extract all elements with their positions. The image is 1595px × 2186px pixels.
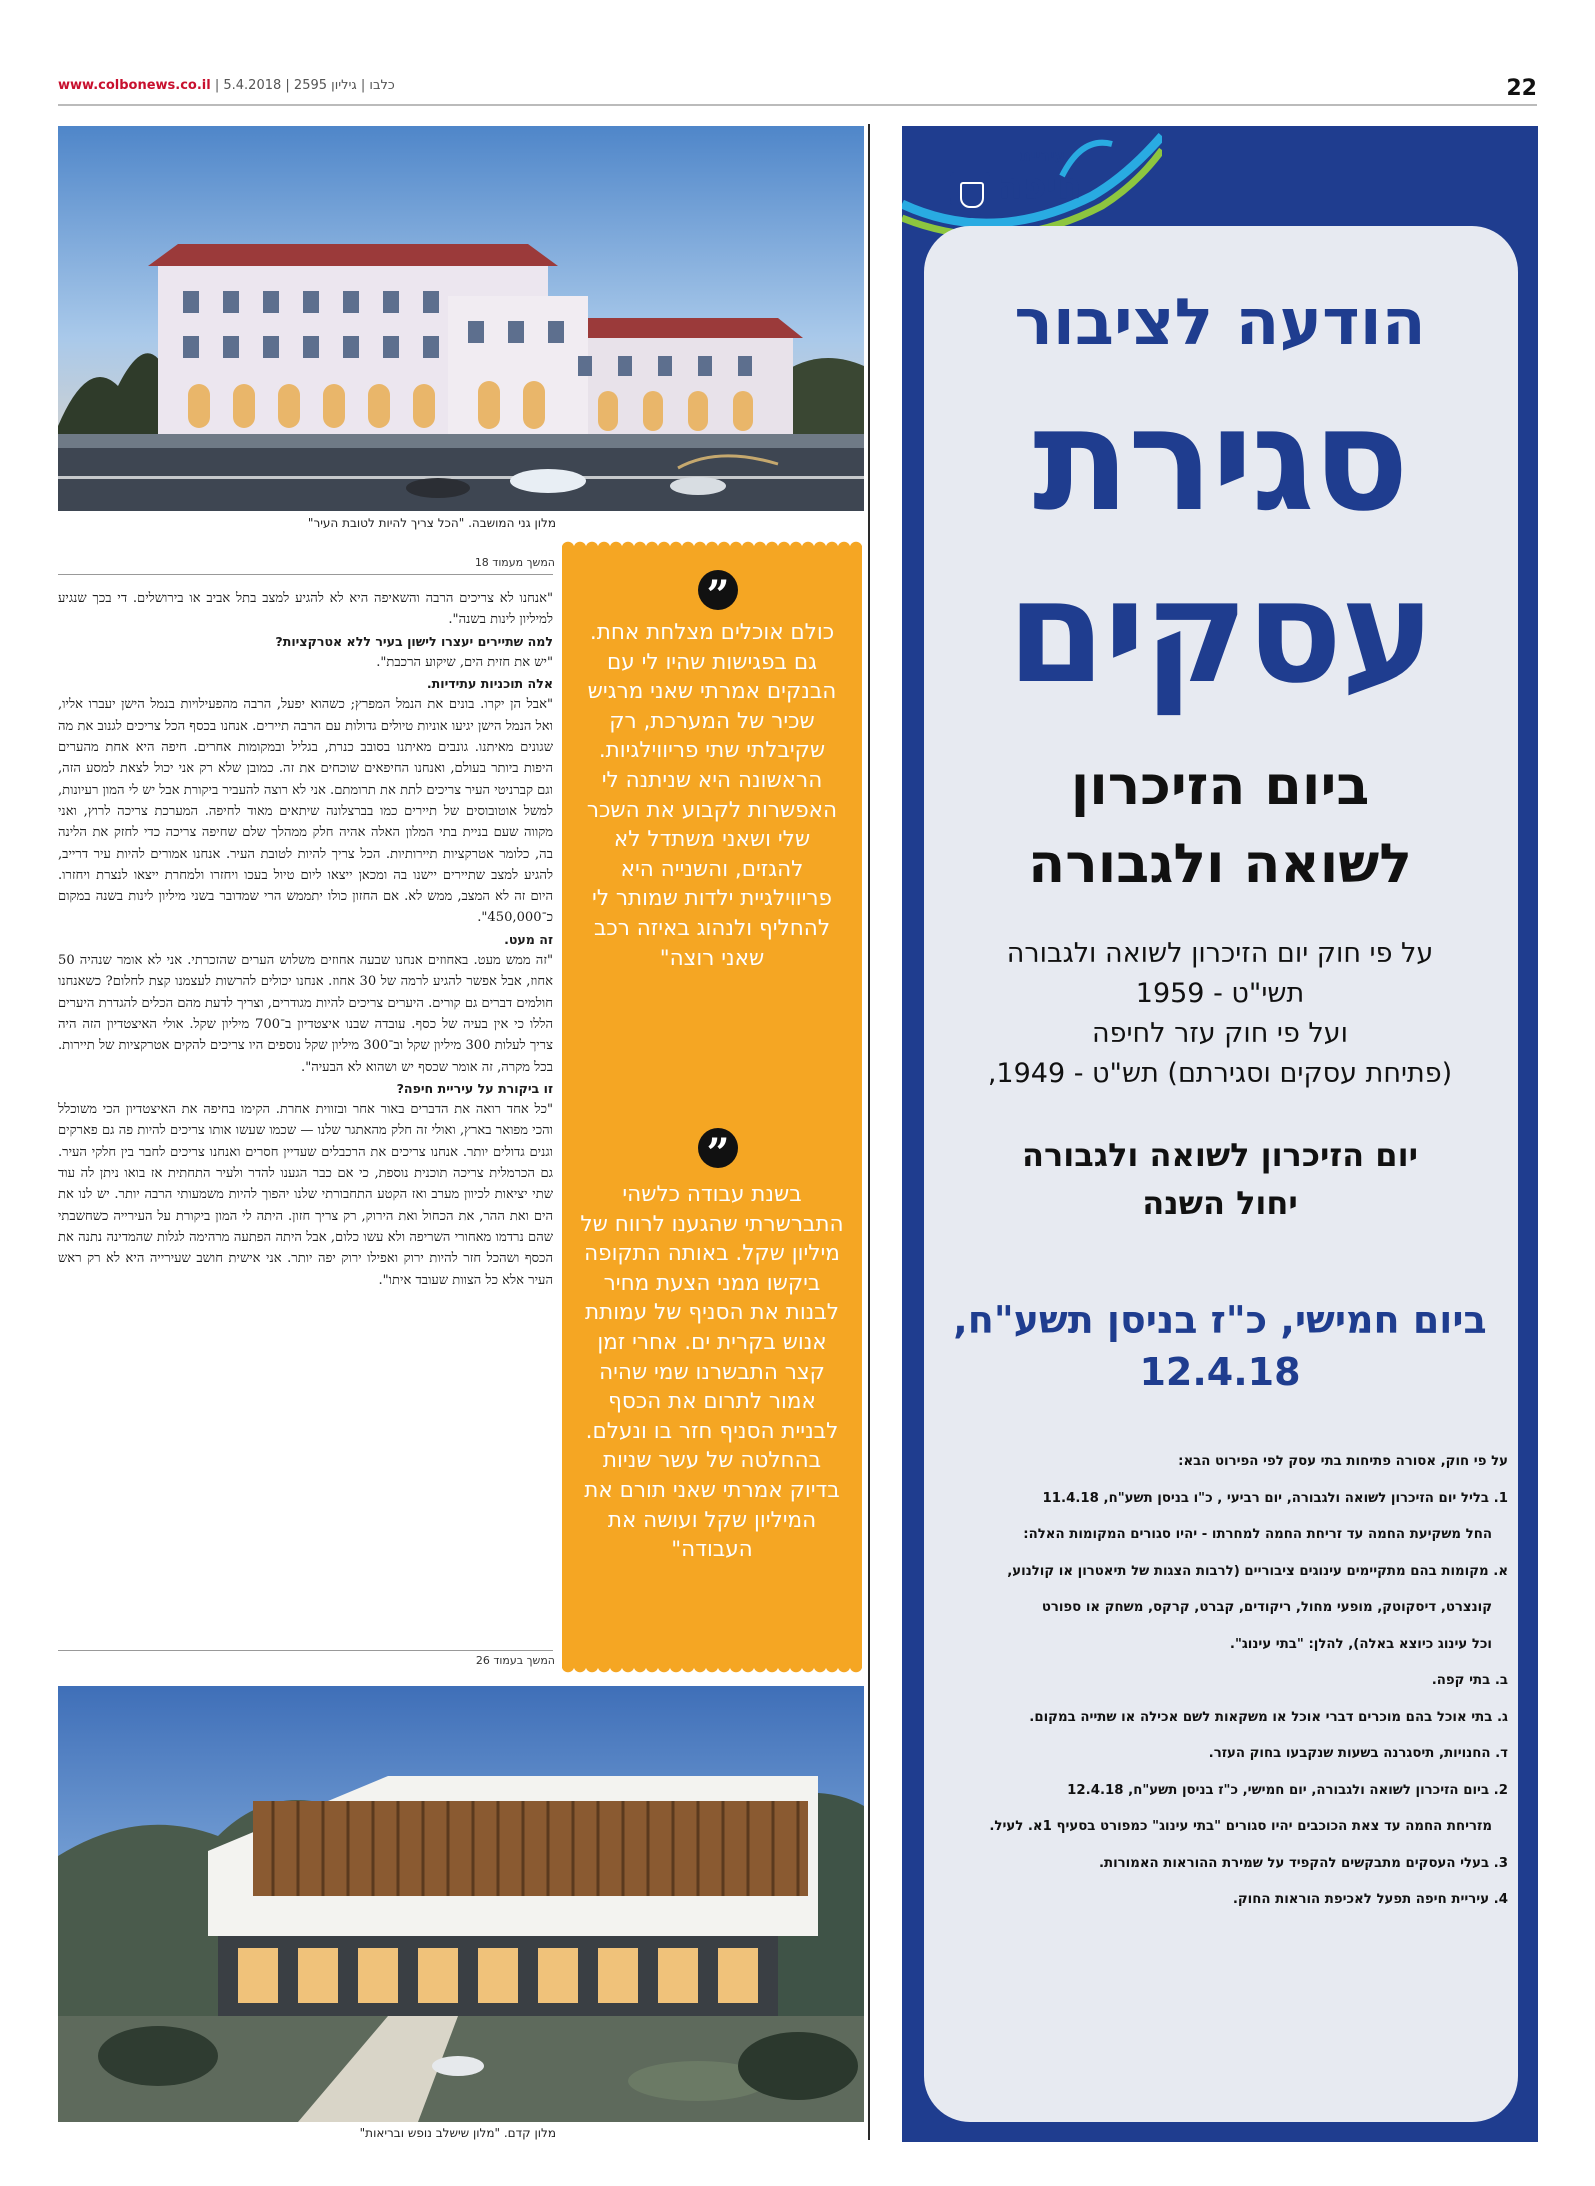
rule-line: 1. בליל יום הזיכרון לשואה ולגבורה, יום רביעי , כ"ו בניסן תשע"ח, 11.4.18 xyxy=(1042,1490,1508,1506)
quote-mark-icon: ” xyxy=(698,570,738,610)
closure-date-line-2: 12.4.18 xyxy=(1139,1350,1301,1394)
logo-city-name: חיפה xyxy=(998,166,1082,207)
continued-from: המשך מעמוד 18 xyxy=(474,556,555,569)
interviewer-question: זה מעט. xyxy=(504,931,553,947)
rule-line: מזריחת החמה עד צאת הכוכבים יהיו סגורים "בתי עינוג" כמפורט בסעיף 1א. לעיל. xyxy=(989,1819,1492,1834)
pull-quote-2: בשנת עבודה כלשהי התברשרתי שהגענו לרווח של מיליון שקל. באותה התקופה ביקשו ממני הצעת מחיר לבנות את הסניף של עמותת אנוש בקרית ים. אחרי זמן קצר התבשרנו שמי שהיה אמור לתרום את הכסף לבניית הסניף חזר בו ונעלם. בהחלטה של עשר שניות בדיוק אמרתי שאני תורם את המיליון שקל ועושה את העבודה" xyxy=(580,1182,844,1563)
top-photo-caption: מלון גני המושבה. "הכל צריך להיות לטובת העיר" xyxy=(307,516,556,530)
pull-quote-1: כולם אוכלים מצלחת אחת. גם בפגישות שהיו לי עם הבנקים אמרתי שאני מרגיש שכיר של המערכת, רק שקיבלתי שתי פריווילגיות. הראשונה היא שניתנה לי האפשרות לקבוע את השכר שלי ושאני משתדל לא להגזים, והשנייה היא פריווילגיית ילדות שמותר לי להחליף ולנהוג באיזה רכב שאני רוצה" xyxy=(586,620,838,971)
closure-date-line-1: ביום חמישי, כ"ז בניסן תשע"ח, xyxy=(953,1298,1487,1342)
remembrance-statement-1: יום הזיכרון לשואה ולגבורה xyxy=(1022,1136,1418,1174)
hotel-photo-top xyxy=(58,126,864,511)
page-number: 22 xyxy=(1506,76,1537,101)
rule-line: ב. בתי קפה. xyxy=(1431,1673,1508,1688)
article-bottom-divider xyxy=(58,1650,553,1651)
interviewer-question: אלה תוכניות עתידיות. xyxy=(426,676,553,692)
law-line-1: על פי חוק יום הזיכרון לשואה ולגבורה xyxy=(1006,938,1434,969)
remembrance-day-line-2: לשואה ולגבורה xyxy=(1028,832,1412,895)
pull-quote-box xyxy=(562,548,862,1666)
article-paragraph: "אנחנו לא צריכים הרבה והשאיפה היא לא להגיע למצב בתל אביב או בירושלים. די בכך שנגיע למיליון לינות בשנה". xyxy=(58,591,553,628)
logo-small-text: עיריית xyxy=(1020,146,1066,165)
page-header-meta xyxy=(58,78,395,93)
article-paragraph: "זה ממש מעט. באחוזים אנחנו שבעה אחוזים משלוש הערים שהזכרתי. אני לא אומר שנהיה 50 אחוז, אבל אפשר להגיע לרמה של 30 אחוז. אנחנו יכולים להרשות לעצמנו קצת לחלום? כשאנחנו חולמים דברים גם קורים. היערים צריכים להיות מגודרים, וצריך לדעת מהם הכלים להגדרת היערים הללו כי אין בעיה של כסף. עובדה שבנו איצטדיון ב־700 מיליון שקל. אולי האיצטדיון הזה היה צריך לעלות 300 מיליון שקל וב־300 מיליון שקל נוספים היו צריכים להקים אטרקציות של תיירות. בכל מקרה, זה אומר שכסף יש ושהוא לא הבעיה". xyxy=(58,953,553,1075)
article-paragraph: "אבל הן יקרו. בונים את הנמל המפרץ; כשהוא יפעל, הרבה מהפעילויות בנמל הישן יעברו אליו, ואל הנמל הישן יגיעו אוניות טיולים גדולות עם הרבה תיירים. אנחנו בכסף הכל צריכים לגנוב את מה שגונים מאיתנו. גונבים מאיתנו בסובב כנרת, בגליל ובמקומות אחרים. חיפה היא אחת מהערים היפות ביותר בעולם, ואנחנו החיפאים שוכחים את זה. כמובן שלא רק אני יכול לצאת למסע הזה, וגם קברניטי העיר צריכים לתת את תרומתם. אני לא רוצה להעביר ביקורת אבל יש לי המון רעיונות, למשל אוטובוסים של תיירים כמו בברצלונה שיתאים מאוד לחיפה. המערכת צריכה לרוץ, ואני מקווה שעם בניית בתי המלון האלה אהיה חלק ממהלך שלם שחיפה צריכה כדי לחזק את הלינה בה, כלומר אטרקציות תיירותיות. הכל צריך להיות לטובת העיר. אנחנו אמורים להיות עיר דרייב, להגיע למצב שתיירים יישנו בה ומכאן ייצאו ליום טיול בעכו ויחזרו ולמחרת ייצאו לנצרת ויחזרו. היום זה לא המצב, ממש לא. אם החזון כולו יתממש הרי שמדובר בשני מיליון לינות בשנה במקום כ־450,000". xyxy=(58,697,553,926)
headline-line-1: סגירת xyxy=(1032,378,1408,543)
quote-mark-icon: ” xyxy=(698,1128,738,1168)
column-divider xyxy=(868,124,870,2140)
article-paragraph: "כל אחד רואה את הדברים באור אחר ובזווית אחרת. הקימו בחיפה את האיצטדיון הכי משוכלל והכי מפואר בארץ, ואולי זה חלק מהאתגר שלנו — שכמו שעשו אותו צריכים להיות פה גם פארקים וגנים גדולים יותר. אנחנו צריכים את הרכבלים שעדיין חסרים ואנחנו צריכים לחבר בין חלקי העיר. גם הכרמלית צריכה תוכנית נוספת, כי אם כבר הגענו להדר ולעיר התחתית אז בואו ניתן לה עוד שתי יציאות לכיוון מערב ואז הקטע התחבורתי שלנו יהפוך להיות משמעותי הרבה יותר. יש לנו את הים ואת ההר, את הכחול ואת הירוק, רק צריך חזון. היתה לי המון ביקורת על העירייה כשחשבתי שהם נרדמו מאחורי השריפה ולא עשו כלום, אבל היתה הפתעה מרהימה לגלות שהמדינה נתנה את הכסף ושהכל חזר להיות ירוק ואפילו ירוק יפה יותר. אני אישית חושב שעירייה היא לא רק ראש העיר אלא כל הצוות שעובד איתו". xyxy=(58,1102,553,1288)
rule-line: 2. ביום הזיכרון לשואה ולגבורה, יום חמישי, כ"ז בניסן תשע"ח, 12.4.18 xyxy=(1067,1782,1508,1798)
interviewer-question: זו ביקורת על עיריית חיפה? xyxy=(396,1080,553,1096)
rule-line: ג. בתי אוכל בהם מוכרים דברי אוכל או משקאות לשם אכילה או שתייה במקום. xyxy=(1029,1709,1508,1725)
public-notice-title: הודעה לציבור xyxy=(1014,286,1426,360)
law-line-2: תשי"ט - 1959 xyxy=(1135,978,1305,1009)
haifa-municipality-ad xyxy=(902,126,1538,2142)
remembrance-statement-2: יחול השנה xyxy=(1142,1184,1298,1222)
rule-line: 3. בעלי העסקים מתבקשים להקפיד על שמירת ההוראות האמורות. xyxy=(1098,1855,1508,1871)
article-paragraph: "יש את חזית הים, שיקוע הרכבת". xyxy=(376,654,553,670)
rule-line: קונצרט, דיסקוטק, מופעי מחול, ריקודים, קברט, קרקס, משחק או ספורט xyxy=(1041,1600,1492,1615)
law-line-3: ועל פי חוק עזר לחיפה xyxy=(1092,1018,1348,1049)
interviewer-question: למה שתיירים יעצרו לישון בעיר ללא אטרקציות? xyxy=(275,633,553,649)
headline-line-2: עסקים xyxy=(1006,550,1434,715)
rule-line: וכל עינוג כיוצא באלה), להלן: "בתי עינוג". xyxy=(1229,1636,1492,1652)
rule-line: על פי חוק, אסורה פתיחות בתי עסק לפי הפירוט הבא: xyxy=(1178,1454,1508,1469)
haifa-emblem-icon xyxy=(950,172,990,218)
remembrance-day-line-1: ביום הזיכרון xyxy=(1070,754,1370,817)
article-top-divider xyxy=(58,574,553,575)
hotel-photo-bottom xyxy=(58,1686,864,2122)
rule-line: א. מקומות בהם מתקיימים עינוגים ציבוריים (לרבות הצגות של תיאטרון או קולנוע, xyxy=(1007,1563,1508,1579)
bottom-photo-caption: מלון קדם. "מלון שישלב נופש ובריאות" xyxy=(359,2126,556,2140)
rule-line: החל משקיעת החמה עד זריחת החמה למחרתו - יהיו סגורים המקומות האלה: xyxy=(1023,1527,1492,1542)
rule-line: ד. החנויות, תיסגרנה בשעות שנקבעו בחוק העזר. xyxy=(1208,1746,1508,1761)
rule-line: 4. עיריית חיפה תפעל לאכיפת הוראות החוק. xyxy=(1232,1892,1508,1907)
closure-rules-list xyxy=(938,1444,1508,1919)
issue-info: | כלבו | גיליון 2595 | 5.4.2018 xyxy=(214,78,395,93)
continued-to: המשך בעמוד 26 xyxy=(475,1654,555,1667)
law-line-4: (פתיחת עסקים וסגירתם) תש"ט - 1949, xyxy=(987,1058,1453,1089)
header-divider xyxy=(58,104,1537,106)
site-url[interactable]: www.colbonews.co.il xyxy=(58,78,211,93)
interview-article xyxy=(58,588,553,1291)
